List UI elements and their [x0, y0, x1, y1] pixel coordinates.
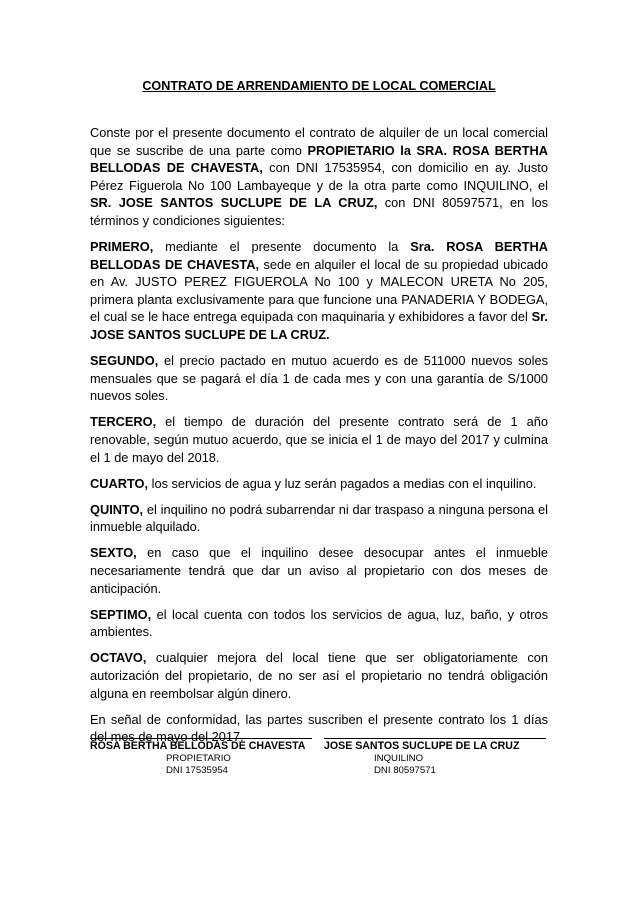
text-run: el precio pactado en mutuo acuerdo es de 511000 nuevos soles mensuales que se pagará el día 1 de cada mes y con una garantía de S/1000 nuevos soles. [90, 353, 548, 404]
contract-body [90, 124, 548, 754]
signature-name: ROSA BERTHA BELLODAS DE CHAVESTA [90, 740, 306, 752]
text-run: con DNI 17535954, con domicilio en ay. Justo Pérez Figuerola No 100 Lambayeque y de la otra parte como INQUILINO, el [90, 160, 548, 193]
signature-line [324, 738, 546, 739]
bold-text: SR. JOSE SANTOS SUCLUPE DE LA CRUZ, [90, 195, 378, 211]
signature-line [90, 738, 312, 739]
clause-paragraph [90, 238, 548, 344]
bold-text: SEPTIMO, [90, 606, 152, 622]
clause-paragraph [90, 475, 548, 493]
text-run: En señal de conformidad, las partes suscriben el presente contrato los 1 días del mes de mayo del 2017. [90, 711, 548, 745]
text-run: Conste por el presente documento el contrato de alquiler de un local comercial que se suscribe de una parte como [90, 125, 548, 158]
clause-paragraph [90, 649, 548, 702]
text-run: con DNI 80597571, en los términos y condiciones siguientes: [90, 195, 548, 228]
bold-text: SEGUNDO, [90, 353, 159, 369]
bold-text: SEXTO, [90, 545, 137, 561]
bold-text: Sr. JOSE SANTOS SUCLUPE DE LA CRUZ. [90, 309, 548, 343]
signature-name: JOSE SANTOS SUCLUPE DE LA CRUZ [324, 740, 520, 752]
bold-text: QUINTO, [90, 501, 144, 517]
text-run: mediante el presente documento la [153, 239, 411, 255]
clause-paragraph [90, 352, 548, 405]
bold-text: PRIMERO, [90, 239, 154, 255]
clause-paragraph [90, 413, 548, 466]
signature-dni: DNI 17535954 [166, 765, 228, 776]
text-run: cualquier mejora del local tiene que ser obligatoriamente con autorización del propietario, de no ser así el propietario no tendrá obligación alguna en reembolsar algún dinero. [90, 650, 548, 701]
clause-paragraph [90, 501, 548, 536]
text-run: el local cuenta con todos los servicios de agua, luz, baño, y otros ambientes. [90, 606, 548, 640]
clause-paragraph [90, 544, 548, 597]
clause-paragraph [90, 124, 548, 230]
signature-block-tenant [324, 738, 546, 777]
signature-block-owner [90, 738, 312, 777]
signature-area [90, 738, 548, 808]
text-run: el tiempo de duración del presente contrato será de 1 año renovable, según mutuo acuerdo, que se inicia el 1 de mayo del 2017 y culmina el 1 de mayo del 2018. [90, 414, 548, 465]
bold-text: OCTAVO, [90, 650, 147, 666]
signature-dni: DNI 80597571 [374, 765, 436, 776]
signature-role: PROPIETARIO [166, 753, 231, 764]
bold-text: Sra. ROSA BERTHA BELLODAS DE CHAVESTA, [90, 239, 548, 272]
clause-paragraph [90, 606, 548, 641]
text-run: los servicios de agua y luz serán pagados a medias con el inquilino. [148, 475, 537, 491]
text-run: sede en alquiler el local de su propiedad ubicado en Av. JUSTO PEREZ FIGUEROLA No 100 y MALECON URETA No 205, primera planta exclusivamente para que funcione una PANADERIA Y BODEGA, el cual se le hace entrega equipada con maquinaria y exhibidores a favor del [90, 256, 548, 325]
signature-role: INQUILINO [374, 753, 424, 764]
bold-text: PROPIETARIO la SRA. ROSA BERTHA BELLODAS DE CHAVESTA, [90, 142, 549, 176]
bold-text: CUARTO, [90, 475, 149, 491]
bold-text: TERCERO, [90, 414, 157, 430]
document-title: CONTRATO DE ARRENDAMIENTO DE LOCAL COMERCIAL [142, 79, 496, 93]
text-run: el inquilino no podrá subarrendar ni dar traspaso a ninguna persona el inmueble alquilado. [90, 501, 548, 535]
text-run: en caso que el inquilino desee desocupar antes el inmueble necesariamente tendrá que dar un aviso al propietario con dos meses de anticipación. [90, 545, 548, 596]
